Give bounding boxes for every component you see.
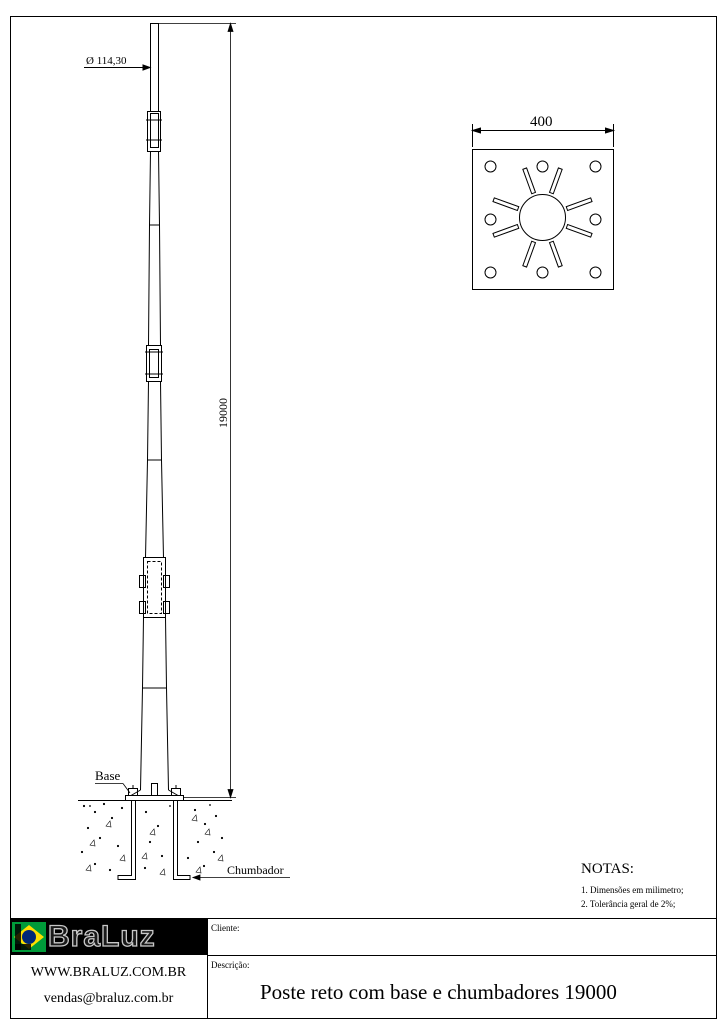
client-label: Cliente:: [211, 923, 240, 933]
plate-dimension-label: 400: [530, 114, 553, 130]
title-block: [10, 918, 717, 1018]
contact-info: [10, 955, 208, 1019]
description-field: [208, 956, 717, 1018]
anchor-bolt-label: Chumbador: [227, 863, 284, 877]
concrete-foundation-hatch: [81, 803, 223, 875]
height-dimension-label: 19000: [216, 398, 230, 428]
pole-elevation: [78, 24, 232, 880]
base-label: Base: [95, 768, 121, 783]
base-leader: [95, 784, 130, 794]
client-field: [208, 919, 717, 956]
base-plate-plan: [473, 124, 614, 290]
drawing-title: Poste reto com base e chumbadores 19000: [260, 980, 617, 1004]
note-item-2: 2. Tolerância geral de 2%;: [581, 899, 676, 909]
note-item-1: 1. Dimensões em milimetro;: [581, 885, 684, 895]
notes-heading: NOTAS:: [581, 861, 634, 877]
company-logo: [10, 919, 208, 955]
pole-diameter-label: Ø 114,30: [86, 55, 127, 67]
brazil-flag-icon: [12, 920, 46, 954]
logo-wordmark: BraLuz: [48, 919, 156, 953]
email-link[interactable]: vendas@braluz.com.br: [43, 991, 174, 1006]
website-link[interactable]: WWW.BRALUZ.COM.BR: [30, 965, 187, 980]
description-label: Descrição:: [211, 960, 250, 970]
